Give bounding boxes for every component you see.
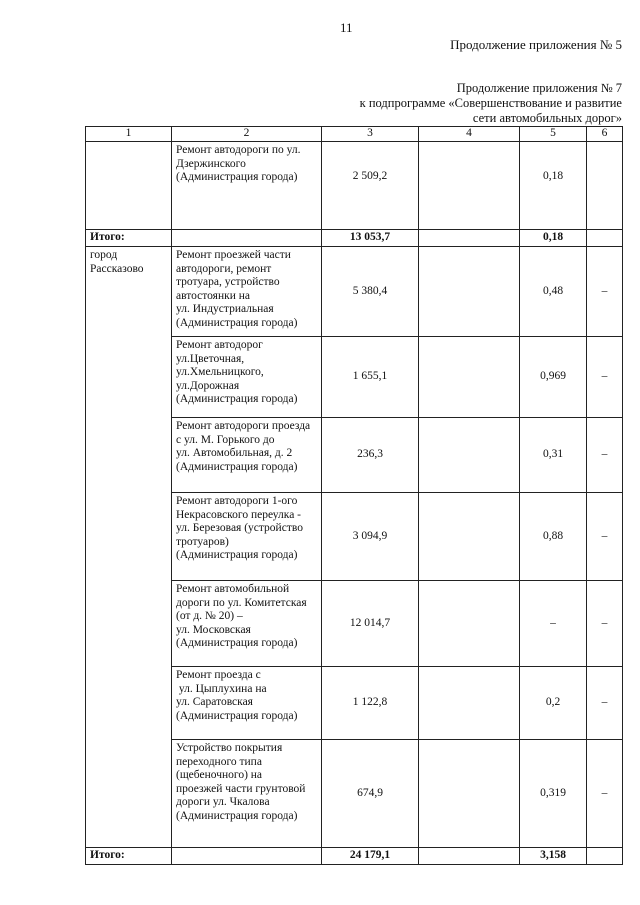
continuation-subheading xyxy=(360,81,622,126)
empty-cell xyxy=(587,230,623,247)
continuation-heading: Продолжение приложения № 5 xyxy=(450,37,622,52)
description-cell xyxy=(172,337,322,418)
description-line: с ул. М. Горького до xyxy=(176,433,275,446)
description-line: Ремонт проезжей части xyxy=(176,249,291,261)
amount-cell: 2 509,2 xyxy=(322,142,419,230)
description-line: ул.Цветочная, xyxy=(176,352,245,365)
description-line: автодороги, ремонт xyxy=(176,262,272,275)
status-cell: – xyxy=(587,418,623,493)
empty-cell xyxy=(419,848,520,865)
status-cell: – xyxy=(587,740,623,848)
empty-cell xyxy=(419,667,520,740)
empty-cell xyxy=(419,247,520,337)
continuation-line: Продолжение приложения № 7 xyxy=(456,81,622,95)
amount-cell: 674,9 xyxy=(322,740,419,848)
empty-cell xyxy=(419,581,520,667)
total-amount: 24 179,1 xyxy=(322,848,419,865)
status-cell: – xyxy=(587,581,623,667)
amount-cell: 12 014,7 xyxy=(322,581,419,667)
column-header: 3 xyxy=(322,127,419,142)
empty-cell xyxy=(419,418,520,493)
status-cell: – xyxy=(587,493,623,581)
description-line: ул. Автомобильная, д. 2 xyxy=(176,447,293,459)
total-label: Итого: xyxy=(86,230,172,247)
description-line: (Администрация города) xyxy=(176,709,298,722)
length-cell: 0,319 xyxy=(520,740,587,848)
description-cell xyxy=(172,142,322,230)
description-cell xyxy=(172,493,322,581)
column-header: 6 xyxy=(587,127,623,142)
column-header: 4 xyxy=(419,127,520,142)
length-cell: 0,31 xyxy=(520,418,587,493)
description-line: Дзержинского xyxy=(176,157,246,170)
description-line: Устройство покрытия xyxy=(176,742,283,754)
description-line: тротуара, устройство xyxy=(176,276,280,288)
description-line: ул. Московская xyxy=(176,623,251,636)
description-line: ул.Дорожная xyxy=(176,379,240,392)
empty-cell xyxy=(587,142,623,230)
empty-cell xyxy=(172,230,322,247)
empty-cell xyxy=(172,848,322,865)
length-cell: 0,969 xyxy=(520,337,587,418)
status-cell: – xyxy=(587,667,623,740)
description-line: Ремонт автомобильной xyxy=(176,583,290,595)
description-line: (щебеночного) на xyxy=(176,769,263,781)
description-cell xyxy=(172,740,322,848)
total-row xyxy=(86,848,623,865)
total-label: Итого: xyxy=(86,848,172,865)
description-line: Ремонт автодороги проезда xyxy=(176,420,311,432)
location-line: Рассказово xyxy=(90,262,144,275)
description-line: автостоянки на xyxy=(176,289,250,302)
column-header: 2 xyxy=(172,127,322,142)
location-cell xyxy=(86,247,172,848)
header-row xyxy=(86,127,623,142)
description-line: (Администрация города) xyxy=(176,171,298,183)
total-row xyxy=(86,230,623,247)
empty-cell xyxy=(419,337,520,418)
description-line: Ремонт автодорог xyxy=(176,339,263,351)
amount-cell: 236,3 xyxy=(322,418,419,493)
description-cell xyxy=(172,247,322,337)
description-line: (от д. № 20) – xyxy=(176,610,243,622)
empty-cell xyxy=(419,230,520,247)
amount-cell: 1 655,1 xyxy=(322,337,419,418)
length-cell: 0,18 xyxy=(520,142,587,230)
description-line: (Администрация города) xyxy=(176,549,298,561)
description-cell xyxy=(172,581,322,667)
description-cell xyxy=(172,418,322,493)
continuation-line: сети автомобильных дорог» xyxy=(472,111,622,125)
empty-cell xyxy=(419,142,520,230)
description-line: проезжей части грунтовой xyxy=(176,782,306,795)
table-row xyxy=(86,142,623,230)
page-number: 11 xyxy=(340,20,353,35)
total-length: 0,18 xyxy=(520,230,587,247)
description-line: (Администрация города) xyxy=(176,316,298,329)
column-header: 5 xyxy=(520,127,587,142)
description-line: Ремонт автодороги 1-ого xyxy=(176,495,298,507)
description-line: переходного типа xyxy=(176,755,262,768)
description-cell xyxy=(172,667,322,740)
roads-table xyxy=(85,126,623,865)
description-line: (Администрация города) xyxy=(176,393,298,405)
description-line: дороги по ул. Комитетская xyxy=(176,596,307,609)
description-line: Ремонт автодороги по ул. xyxy=(176,144,301,156)
length-cell: 0,88 xyxy=(520,493,587,581)
description-line: ул.Хмельницкого, xyxy=(176,366,264,378)
description-line: (Администрация города) xyxy=(176,460,298,473)
description-line: Ремонт проезда с xyxy=(176,669,261,681)
status-cell: – xyxy=(587,247,623,337)
empty-cell xyxy=(587,848,623,865)
empty-cell xyxy=(419,740,520,848)
total-amount: 13 053,7 xyxy=(322,230,419,247)
total-length: 3,158 xyxy=(520,848,587,865)
length-cell: 0,48 xyxy=(520,247,587,337)
empty-cell xyxy=(419,493,520,581)
length-cell: 0,2 xyxy=(520,667,587,740)
column-header: 1 xyxy=(86,127,172,142)
amount-cell: 3 094,9 xyxy=(322,493,419,581)
location-cell xyxy=(86,142,172,230)
description-line: дороги ул. Чкалова xyxy=(176,796,270,808)
description-line: ул. Саратовская xyxy=(176,696,253,708)
continuation-line: к подпрограмме «Совершенствование и развитие xyxy=(359,96,622,110)
description-line: ул. Цыплухина на xyxy=(176,682,267,695)
description-line: ул. Березовая (устройство xyxy=(176,522,303,534)
description-line: ул. Индустриальная xyxy=(176,303,274,315)
amount-cell: 5 380,4 xyxy=(322,247,419,337)
table-row xyxy=(86,247,623,337)
description-line: тротуаров) xyxy=(176,535,229,548)
status-cell: – xyxy=(587,337,623,418)
description-line: (Администрация города) xyxy=(176,809,298,822)
length-cell: – xyxy=(520,581,587,667)
description-line: Некрасовского переулка - xyxy=(176,508,302,521)
description-line: (Администрация города) xyxy=(176,637,298,649)
amount-cell: 1 122,8 xyxy=(322,667,419,740)
location-line: город xyxy=(90,249,118,261)
